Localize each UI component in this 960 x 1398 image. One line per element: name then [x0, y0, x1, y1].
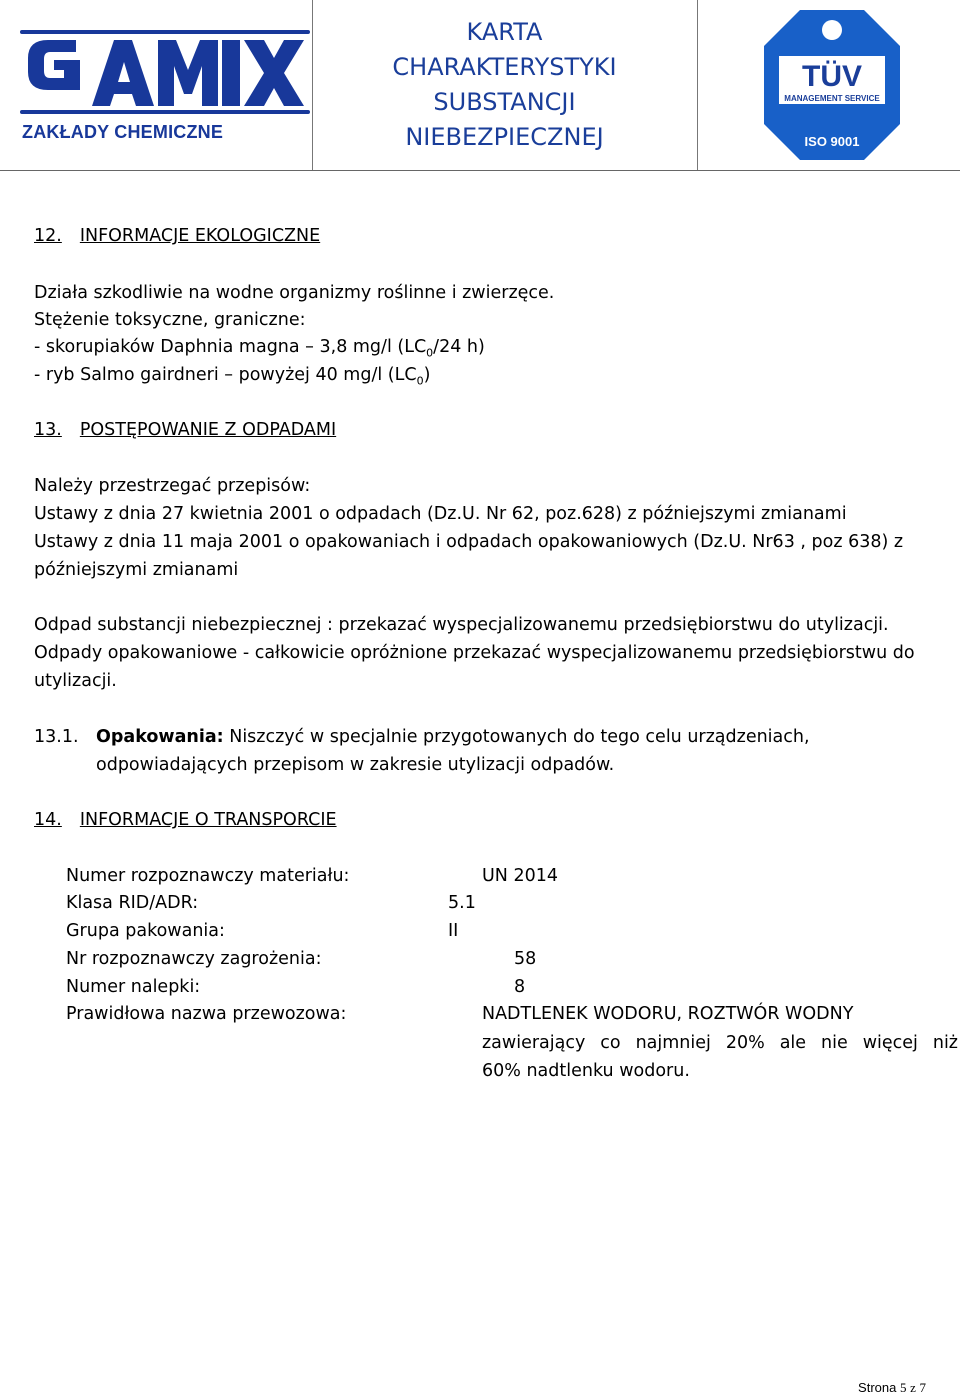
title-line: SUBSTANCJI: [433, 88, 576, 116]
company-caption: ZAKŁADY CHEMICZNE: [22, 122, 224, 142]
gamix-logo-icon: [0, 0, 312, 125]
body-text: - skorupiaków Daphnia magna – 3,8 mg/l ($LC_0/24$ h): [34, 337, 485, 360]
transport-label: Prawidłowa nazwa przewozowa:: [66, 1004, 347, 1024]
document-title: [312, 0, 697, 170]
transport-value-continuation: zawierający co najmniej 20% ale nie więcej niż: [482, 1033, 958, 1053]
transport-label: Klasa RID/ADR:: [66, 893, 199, 913]
transport-label: Grupa pakowania:: [66, 921, 225, 941]
transport-value: 5.1: [448, 893, 476, 913]
cert-name: TÜV: [802, 60, 862, 93]
section-title: POSTĘPOWANIE Z ODPADAMI: [79, 420, 337, 440]
body-text: Odpady opakowaniowe - całkowicie opróżnione przekazać wyspecjalizowanemu przedsiębiorstwu do: [34, 643, 915, 663]
document-header: [0, 0, 960, 171]
subsection-label: Opakowania:: [96, 727, 224, 747]
body-text: Odpad substancji niebezpiecznej : przekazać wyspecjalizowanemu przedsiębiorstwu do utylizacji.: [34, 615, 889, 635]
transport-value: UN 2014: [482, 866, 558, 886]
section-number: 14.: [34, 810, 62, 830]
section-number: 12.: [34, 226, 62, 246]
transport-value: 58: [514, 949, 537, 969]
cert-service: MANAGEMENT SERVICE: [784, 94, 880, 103]
body-text: Ustawy z dnia 27 kwietnia 2001 o odpadach (Dz.U. Nr 62, poz.628) z późniejszymi zmianami: [34, 504, 847, 524]
transport-value: II: [448, 921, 459, 941]
section-13-heading: [34, 420, 336, 440]
section-number: 13.: [34, 420, 62, 440]
transport-value-continuation: 60% nadtlenku wodoru.: [482, 1061, 690, 1081]
subsection-text: odpowiadających przepisom w zakresie utylizacji odpadów.: [96, 755, 615, 775]
company-logo: [0, 0, 312, 170]
transport-label: Numer nalepki:: [66, 977, 201, 997]
transport-label: Numer rozpoznawczy materiału:: [66, 866, 350, 886]
title-line: CHARAKTERYSTYKI: [392, 53, 617, 81]
body-text: Stężenie toksyczne, graniczne:: [34, 310, 306, 330]
body-text: późniejszymi zmianami: [34, 560, 239, 580]
page-number: Strona 5 z 7: [858, 1380, 926, 1395]
title-line: KARTA: [466, 18, 543, 46]
subsection-text: Niszczyć w specjalnie przygotowanych do tego celu urządzeniach,: [229, 727, 810, 747]
transport-value: 8: [514, 977, 526, 997]
section-12-heading: [34, 226, 320, 246]
section-title: INFORMACJE O TRANSPORCIE: [79, 810, 337, 830]
subsection-number: 13.1.: [34, 727, 79, 747]
subsection-13-1: [34, 727, 810, 747]
section-title: INFORMACJE EKOLOGICZNE: [79, 226, 321, 246]
body-text: - ryb Salmo gairdneri – powyżej 40 mg/l $(LC_0)$: [34, 365, 431, 388]
body-text: utylizacji.: [34, 671, 117, 691]
body-text: Ustawy z dnia 11 maja 2001 o opakowaniach i odpadach opakowaniowych (Dz.U. Nr63 , poz 638) z: [34, 532, 904, 552]
transport-label: Nr rozpoznawczy zagrożenia:: [66, 949, 322, 969]
tuv-certificate-badge: [697, 0, 960, 170]
body-text: Działa szkodliwie na wodne organizmy roślinne i zwierzęce.: [34, 283, 555, 303]
section-14-heading: [34, 810, 337, 830]
body-text: Należy przestrzegać przepisów:: [34, 476, 311, 496]
title-line: NIEBEZPIECZNEJ: [405, 123, 604, 151]
cert-iso: ISO 9001: [804, 134, 860, 149]
transport-value: NADTLENEK WODORU, ROZTWÓR WODNY: [482, 1004, 854, 1024]
